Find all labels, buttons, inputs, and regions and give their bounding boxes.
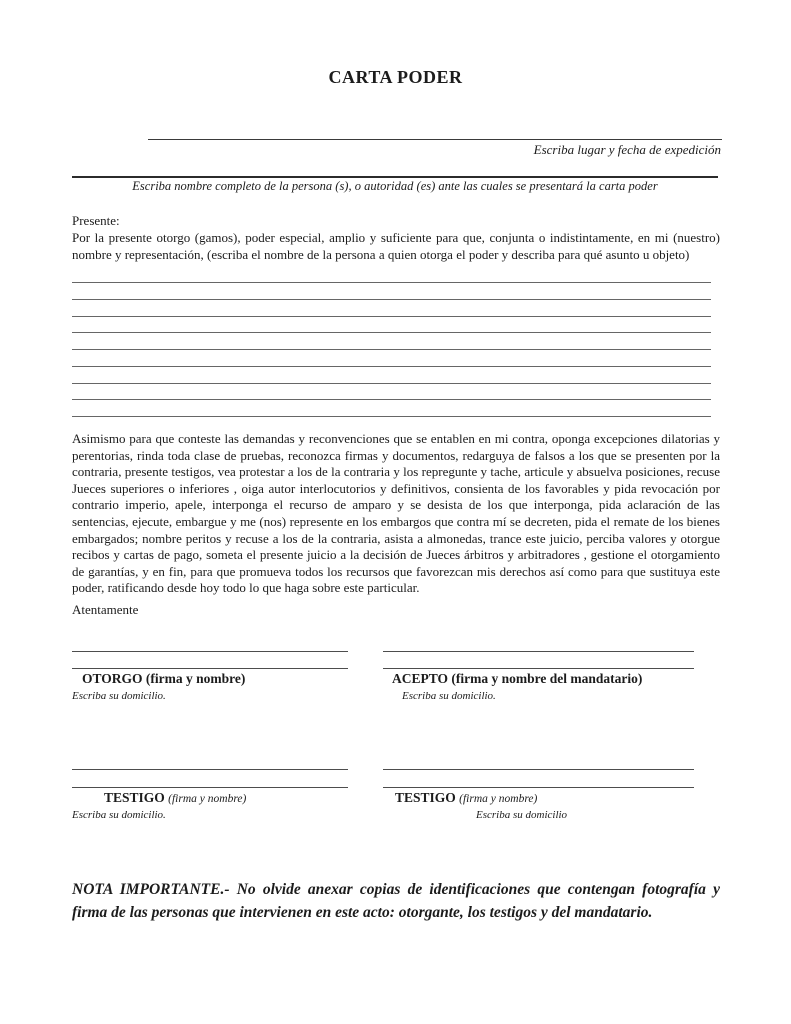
witness-right-label: [395, 790, 537, 806]
blank-write-line: [72, 282, 711, 283]
witness-right-domicilio-note: Escriba su domicilio: [476, 809, 568, 821]
body-paragraph: Asimismo para que conteste las demandas y reconvenciones que se entablen en mi contra, oponga excepciones dilatorias y perentorias, rinda toda clase de pruebas, reconozca firmas y documentos, redarguya de falsos a los que se presenten por la contraria, presente testigos, vea protestar a los de la contraria y los repregunte y tache, articule y absuelva posiciones, recuse Jueces superiores o inferiores , oiga autor interlocutorios y definitivos, consienta de los favorables y pida revocación por contrario imperio, apele, interponga el recurso de amparo y se desista de los que interponga, pida aclaración de las sentencias, ejecute, embargue y me (nos) represente en los embargos que contra mí se decreten, pida el remate de los bienes embargados; nombre peritos y recuse a los de la contraria, asista a almonedas, trance este juicio, perciba valores y otorgue recibos y cartas de pago, someta el presente juicio a la decisión de Jueces árbitros y arbitradores , gestione el otorgamiento de garantías, y en fin, para que promueva todos los recursos que favorezcan mis derechos así como para que sustituya este poder, ratificando desde hoy todo lo que haga sobre este particular.: [72, 431, 720, 596]
witness-right-name-line: [383, 787, 694, 788]
witness-left-sublabel: (firma y nombre): [168, 793, 247, 805]
otorgo-name-line: [72, 668, 348, 669]
place-date-line: [148, 139, 722, 140]
witness-left-label: [104, 790, 246, 806]
blank-write-line: [72, 366, 711, 367]
intro-paragraph: Por la presente otorgo (gamos), poder especial, amplio y suficiente para que, conjunta o indistintamente, en mi (nuestro) nombre y representación, (escriba el nombre de la persona a quien otorga el poder y describa para qué asunto u objeto): [72, 230, 720, 262]
blank-write-line: [72, 399, 711, 400]
place-date-caption: Escriba lugar y fecha de expedición: [533, 142, 721, 157]
otorgo-domicilio-note: Escriba su domicilio.: [72, 690, 166, 702]
important-note: NOTA IMPORTANTE.- No olvide anexar copias de identificaciones que contengan fotografía y firma de las personas que intervienen en este acto: otorgante, los testigos y del mandatario.: [72, 881, 720, 921]
blank-write-line: [72, 383, 711, 384]
blank-write-line: [72, 316, 711, 317]
blank-write-line: [72, 299, 711, 300]
otorgo-label: OTORGO (firma y nombre): [82, 671, 246, 686]
salutation: Presente:: [72, 213, 120, 228]
acepto-domicilio-note: Escriba su domicilio.: [402, 690, 496, 702]
acepto-name-line: [383, 668, 694, 669]
addressee-caption: Escriba nombre completo de la persona (s), o autoridad (es) ante las cuales se presentará la carta poder: [132, 179, 658, 193]
witness-left-signature-line: [72, 769, 348, 770]
addressee-line: [72, 176, 718, 178]
otorgo-signature-line: [72, 651, 348, 652]
witness-left-title: TESTIGO: [104, 790, 165, 805]
witness-right-title: TESTIGO: [395, 790, 456, 805]
witness-left-domicilio-note: Escriba su domicilio.: [72, 809, 166, 821]
witness-left-name-line: [72, 787, 348, 788]
page-title: CARTA PODER: [328, 67, 463, 87]
blank-write-line: [72, 416, 711, 417]
closing: Atentamente: [72, 602, 139, 617]
acepto-signature-line: [383, 651, 694, 652]
blank-write-line: [72, 332, 711, 333]
witness-right-signature-line: [383, 769, 694, 770]
acepto-label: ACEPTO (firma y nombre del mandatario): [392, 671, 643, 686]
blank-write-line: [72, 349, 711, 350]
witness-right-sublabel: (firma y nombre): [459, 793, 538, 805]
